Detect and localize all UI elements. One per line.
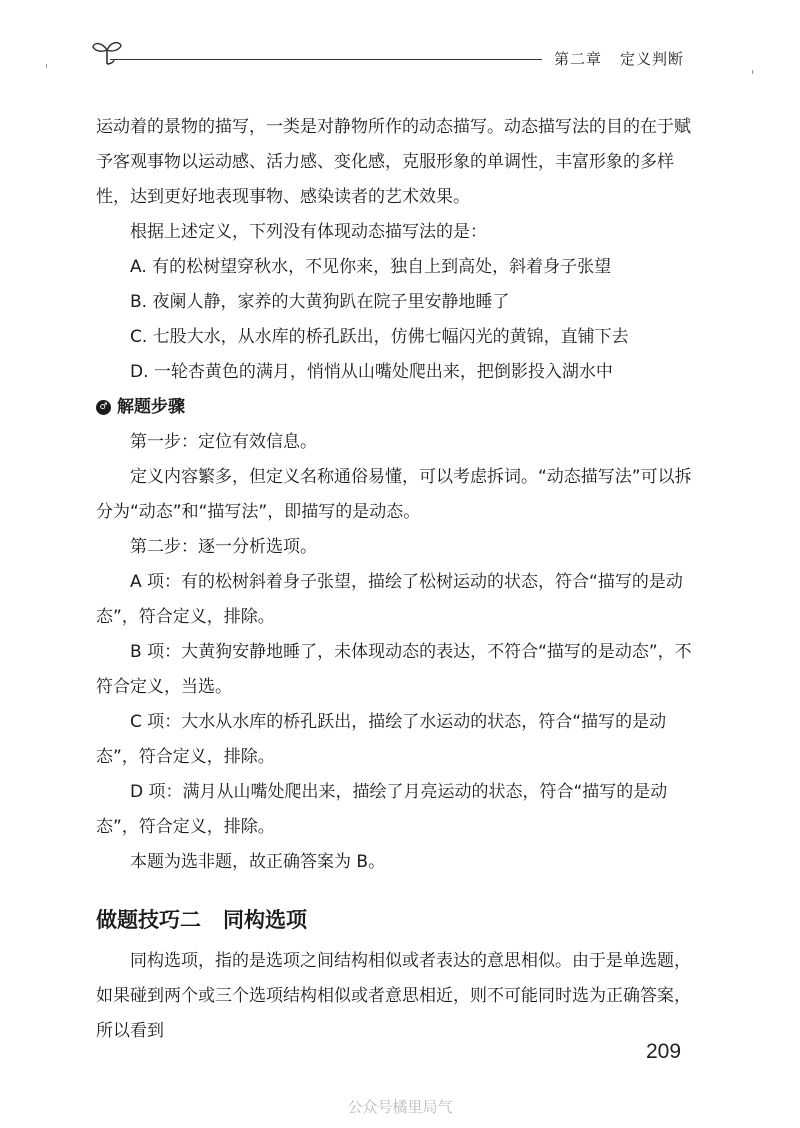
solution-heading	[96, 390, 700, 425]
question-body	[96, 110, 700, 880]
analysis-d: D 项：满月从山嘴处爬出来，描绘了月亮运动的状态，符合“描写的是动态”，符合定义，排除。	[96, 782, 668, 837]
analysis-a: A 项：有的松树斜着身子张望，描绘了松树运动的状态，符合“描写的是动态”，符合定义，排除。	[96, 572, 683, 627]
chapter-number: 第二章	[554, 50, 603, 68]
option-a: A. 有的松树望穿秋水，不见你来，独自上到高处，斜着身子张望	[130, 257, 612, 277]
step-two-title: 第二步：逐一分析选项。	[130, 537, 317, 557]
analysis-b: B 项：大黄狗安静地睡了，未体现动态的表达，不符合“描写的是动态”，不符合定义，当选。	[96, 642, 692, 697]
option-b: B. 夜阑人静，家养的大黄狗趴在院子里安静地睡了	[130, 292, 510, 312]
header-rule	[110, 59, 542, 60]
watermark: 公众号橘里局气	[347, 1098, 453, 1116]
option-c: C. 七股大水，从水库的桥孔跃出，仿佛七幅闪光的黄锦，直铺下去	[130, 327, 629, 347]
page-number: 209	[646, 1040, 682, 1063]
section-body	[96, 944, 700, 1049]
section-title: 同构选项	[223, 908, 307, 932]
scan-speck	[46, 64, 47, 68]
step-one-text: 定义内容繁多，但定义名称通俗易懂，可以考虑拆词。“动态描写法”可以拆分为“动态”和“描写法”，即描写的是动态。	[96, 467, 692, 522]
section-number: 做题技巧二	[96, 908, 201, 932]
option-d: D. 一轮杏黄色的满月，悄悄从山嘴处爬出来，把倒影投入湖水中	[130, 362, 613, 382]
section-heading	[96, 904, 307, 934]
running-header	[554, 48, 684, 69]
scan-speck	[752, 70, 753, 74]
step-one-title: 第一步：定位有效信息。	[130, 432, 317, 452]
solution-heading-label: 解题步骤	[117, 397, 185, 417]
section-paragraph: 同构选项，指的是选项之间结构相似或者表达的意思相似。由于是单选题，如果碰到两个或三个选项结构相似或者意思相近，则不可能同时选为正确答案，所以看到	[96, 951, 691, 1041]
analysis-c: C 项：大水从水库的桥孔跃出，描绘了水运动的状态，符合“描写的是动态”，符合定义，排除。	[96, 712, 667, 767]
answer-conclusion: 本题为选非题，故正确答案为 B。	[130, 852, 386, 872]
solution-badge-icon: ♂	[96, 400, 111, 415]
definition-paragraph: 运动着的景物的描写，一类是对静物所作的动态描写。动态描写法的目的在于赋予客观事物以运动感、活力感、变化感，克服形象的单调性，丰富形象的多样性，达到更好地表现事物、感染读者的艺术效果。	[96, 117, 691, 207]
chapter-title: 定义判断	[620, 50, 685, 68]
sprout-icon	[90, 36, 124, 66]
question-stem: 根据上述定义，下列没有体现动态描写法的是：	[130, 222, 487, 242]
